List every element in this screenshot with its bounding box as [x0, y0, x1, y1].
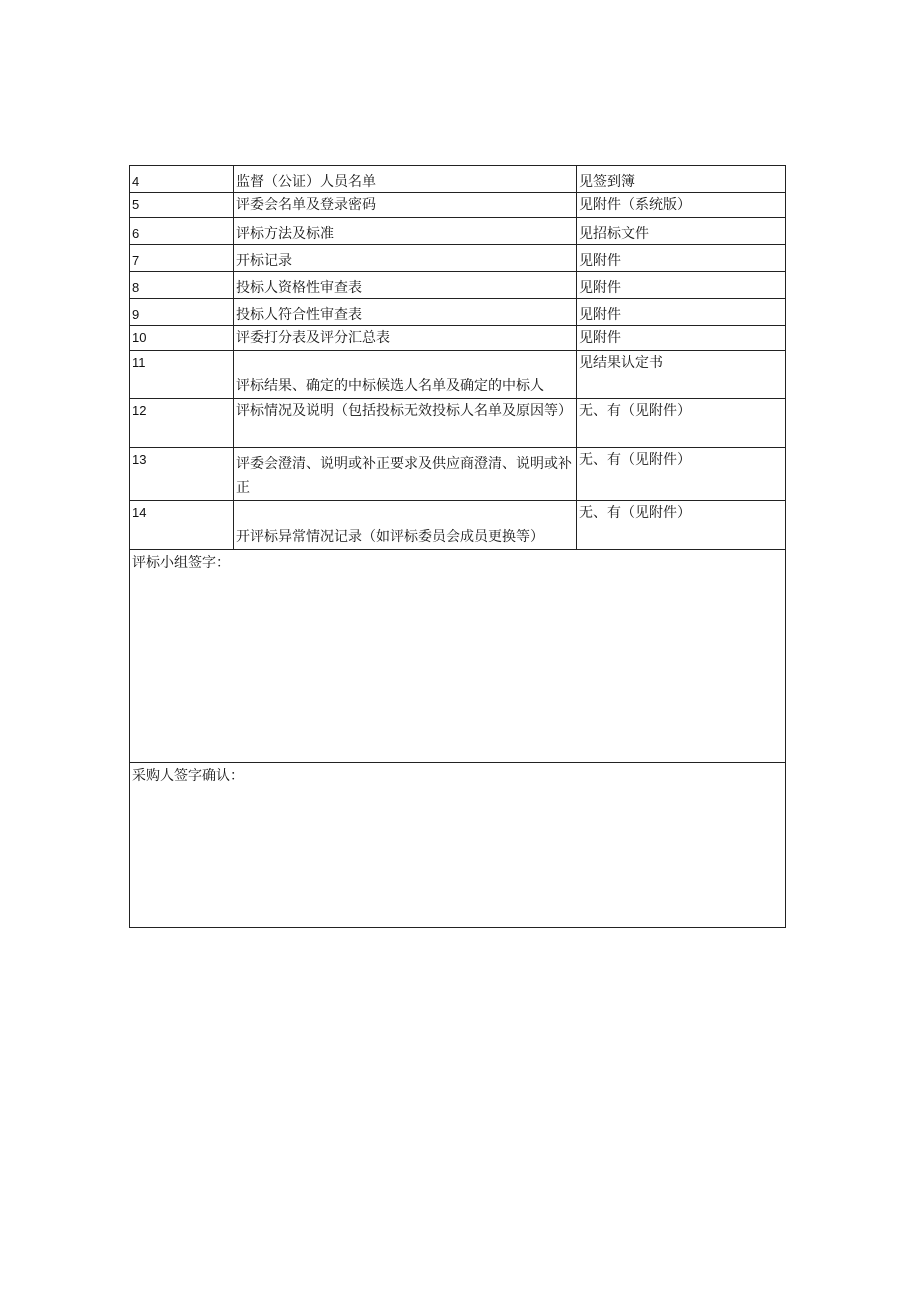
table-row [130, 351, 786, 399]
row-note: 见招标文件 [577, 218, 786, 245]
row-note: 无、有（见附件） [577, 448, 786, 501]
panel-signature-area[interactable] [130, 550, 786, 763]
purchaser-signature-label: 采购人签字确认： [132, 768, 244, 784]
row-number: 5 [130, 193, 234, 218]
row-number: 9 [130, 299, 234, 326]
row-note: 无、有（见附件） [577, 501, 786, 550]
row-item: 评标方法及标准 [234, 218, 577, 245]
row-number: 11 [130, 351, 234, 399]
row-number: 14 [130, 501, 234, 550]
panel-signature-label: 评标小组签字： [132, 555, 230, 571]
row-note: 见签到簿 [577, 166, 786, 193]
row-note: 见结果认定书 [577, 351, 786, 399]
row-note: 见附件 [577, 326, 786, 351]
row-item: 开评标异常情况记录（如评标委员会成员更换等） [234, 501, 577, 550]
row-item: 评委打分表及评分汇总表 [234, 326, 577, 351]
row-item: 评标情况及说明（包括投标无效投标人名单及原因等） [234, 399, 577, 448]
row-note: 见附件 [577, 272, 786, 299]
row-item: 评委会名单及登录密码 [234, 193, 577, 218]
row-number: 4 [130, 166, 234, 193]
signature-row-purchaser [130, 763, 786, 928]
row-item: 开标记录 [234, 245, 577, 272]
row-item: 投标人符合性审查表 [234, 299, 577, 326]
table-row [130, 166, 786, 193]
row-number: 6 [130, 218, 234, 245]
row-number: 8 [130, 272, 234, 299]
row-note: 无、有（见附件） [577, 399, 786, 448]
signature-row-panel [130, 550, 786, 763]
table-row [130, 399, 786, 448]
table-row [130, 299, 786, 326]
table-row [130, 501, 786, 550]
record-table [129, 165, 786, 928]
row-number: 10 [130, 326, 234, 351]
row-item: 评委会澄清、说明或补正要求及供应商澄清、说明或补正 [234, 448, 577, 501]
row-number: 12 [130, 399, 234, 448]
row-item: 评标结果、确定的中标候选人名单及确定的中标人 [234, 351, 577, 399]
row-item: 监督（公证）人员名单 [234, 166, 577, 193]
table-row [130, 448, 786, 501]
row-number: 7 [130, 245, 234, 272]
table-row [130, 272, 786, 299]
table-row [130, 218, 786, 245]
table-row [130, 193, 786, 218]
row-number: 13 [130, 448, 234, 501]
row-note: 见附件（系统版） [577, 193, 786, 218]
row-item: 投标人资格性审查表 [234, 272, 577, 299]
row-note: 见附件 [577, 245, 786, 272]
row-note: 见附件 [577, 299, 786, 326]
purchaser-signature-area[interactable] [130, 763, 786, 928]
table-row [130, 326, 786, 351]
table-row [130, 245, 786, 272]
